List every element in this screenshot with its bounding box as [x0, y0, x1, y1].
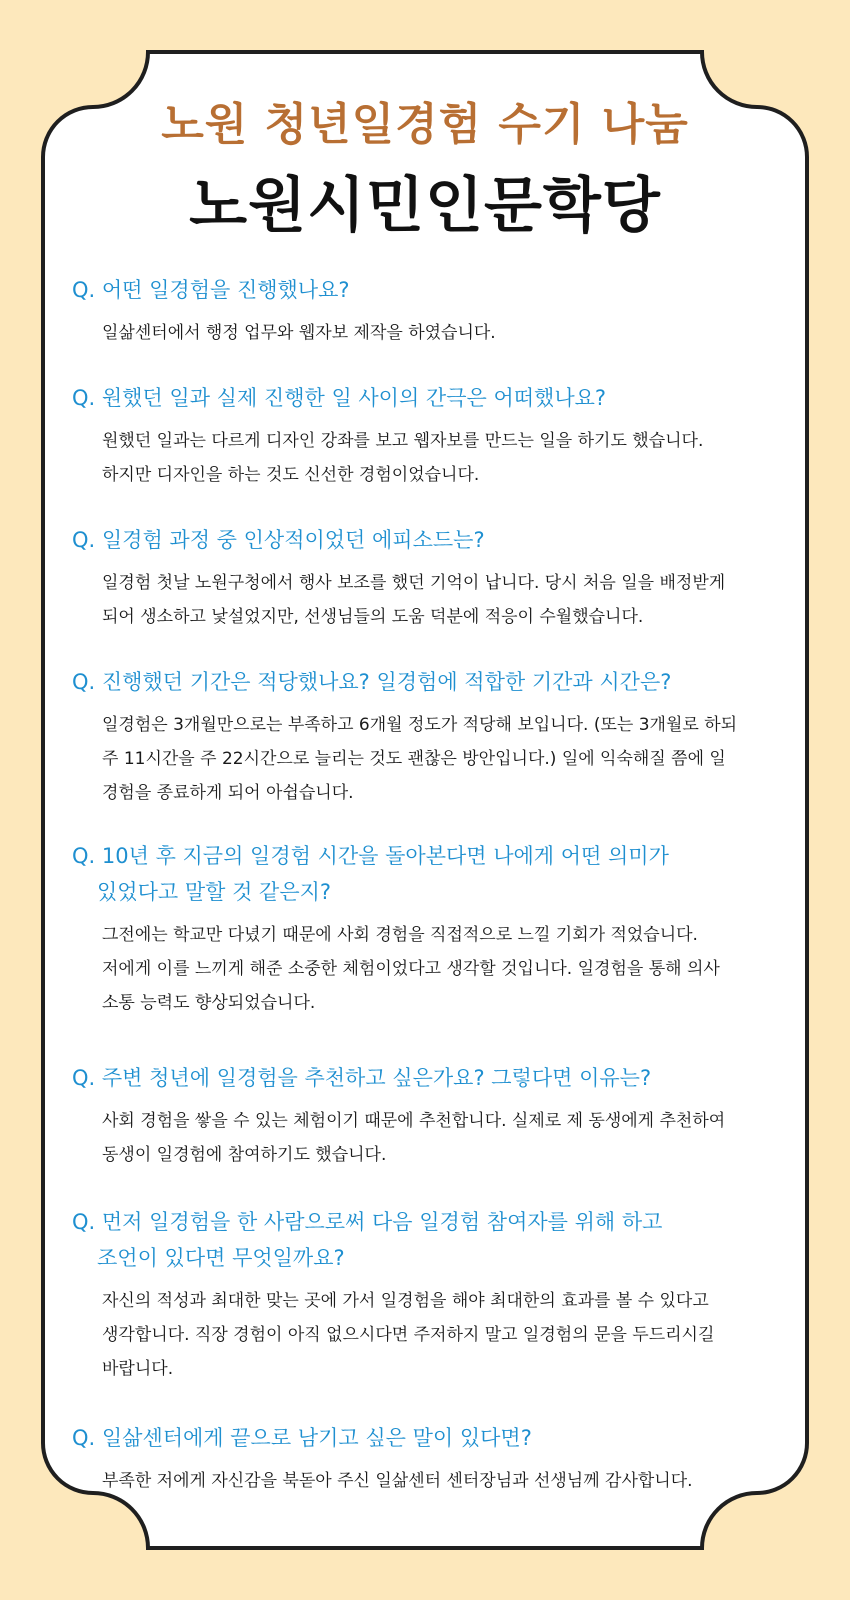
answer-line: 주 11시간을 주 22시간으로 늘리는 것도 괜찮은 방안입니다.) 일에 익숙해질 쯤에 일	[102, 749, 726, 769]
answer-line: 원했던 일과는 다르게 디자인 강좌를 보고 웹자보를 만드는 일을 하기도 했습니다.	[102, 431, 704, 451]
question-line: 조언이 있다면 무엇일까요?	[97, 1246, 345, 1270]
question-line: Q. 일경험 과정 중 인상적이었던 에피소드는?	[72, 528, 485, 552]
answer	[102, 1284, 792, 1386]
answer-line: 부족한 저에게 자신감을 북돋아 주신 일삶센터 센터장님과 선생님께 감사합니다.	[102, 1471, 693, 1491]
answer	[102, 918, 792, 1020]
question	[72, 1204, 792, 1276]
answer-line: 되어 생소하고 낯설었지만, 선생님들의 도움 덕분에 적응이 수월했습니다.	[102, 607, 644, 627]
qa-item-6	[72, 1060, 792, 1172]
question-line: Q. 10년 후 지금의 일경험 시간을 돌아본다면 나에게 어떤 의미가	[72, 844, 669, 868]
question-line: Q. 원했던 일과 실제 진행한 일 사이의 간극은 어떠했나요?	[72, 386, 607, 410]
answer	[102, 708, 792, 810]
answer-line: 그전에는 학교만 다녔기 때문에 사회 경험을 직접적으로 느낄 기회가 적었습니다.	[102, 925, 698, 945]
question-line: Q. 주변 청년에 일경험을 추천하고 싶은가요? 그렇다면 이유는?	[72, 1066, 652, 1090]
qa-item-2	[72, 380, 792, 492]
answer-line: 일경험은 3개월만으로는 부족하고 6개월 정도가 적당해 보입니다. (또는 3개월로 하되	[102, 715, 738, 735]
qa-item-4	[72, 664, 792, 810]
answer-line: 동생이 일경험에 참여하기도 했습니다.	[102, 1145, 387, 1165]
answer-line: 소통 능력도 향상되었습니다.	[102, 993, 316, 1013]
page-subtitle: 노원 청년일경험 수기 나눔	[161, 99, 689, 150]
page-title: 노원시민인문학당	[189, 171, 661, 241]
answer-line: 경험을 종료하게 되어 아쉽습니다.	[102, 783, 354, 803]
qa-item-3	[72, 522, 792, 634]
question-line: Q. 일삶센터에게 끝으로 남기고 싶은 말이 있다면?	[72, 1426, 532, 1450]
question	[72, 380, 792, 416]
question-line: Q. 먼저 일경험을 한 사람으로써 다음 일경험 참여자를 위해 하고	[72, 1210, 663, 1234]
answer-line: 일경험 첫날 노원구청에서 행사 보조를 했던 기억이 납니다. 당시 처음 일을 배정받게	[102, 573, 726, 593]
question	[72, 838, 792, 910]
question-line: Q. 진행했던 기간은 적당했나요? 일경험에 적합한 기간과 시간은?	[72, 670, 672, 694]
answer-line: 생각합니다. 직장 경험이 아직 없으시다면 주저하지 말고 일경험의 문을 두드리시길	[102, 1325, 715, 1345]
question	[72, 1060, 792, 1096]
question	[72, 522, 792, 558]
qa-item-1	[72, 272, 792, 350]
answer-line: 바랍니다.	[102, 1359, 174, 1379]
answer-line: 하지만 디자인을 하는 것도 신선한 경험이었습니다.	[102, 465, 480, 485]
question	[72, 664, 792, 700]
question	[72, 1420, 792, 1456]
answer-line: 일삶센터에서 행정 업무와 웹자보 제작을 하였습니다.	[102, 323, 496, 343]
answer	[102, 316, 792, 350]
answer	[102, 424, 792, 492]
qa-item-5	[72, 838, 792, 1020]
qa-item-7	[72, 1204, 792, 1386]
question-line: Q. 어떤 일경험을 진행했나요?	[72, 278, 350, 302]
qa-item-8	[72, 1420, 792, 1498]
answer	[102, 1464, 792, 1498]
question	[72, 272, 792, 308]
answer-line: 저에게 이를 느끼게 해준 소중한 체험이었다고 생각할 것입니다. 일경험을 통해 의사	[102, 959, 720, 979]
answer	[102, 566, 792, 634]
question-line: 있었다고 말할 것 같은지?	[97, 880, 332, 904]
answer-line: 사회 경험을 쌓을 수 있는 체험이기 때문에 추천합니다. 실제로 제 동생에게 추천하여	[102, 1111, 726, 1131]
answer-line: 자신의 적성과 최대한 맞는 곳에 가서 일경험을 해야 최대한의 효과를 볼 수 있다고	[102, 1291, 709, 1311]
answer	[102, 1104, 792, 1172]
